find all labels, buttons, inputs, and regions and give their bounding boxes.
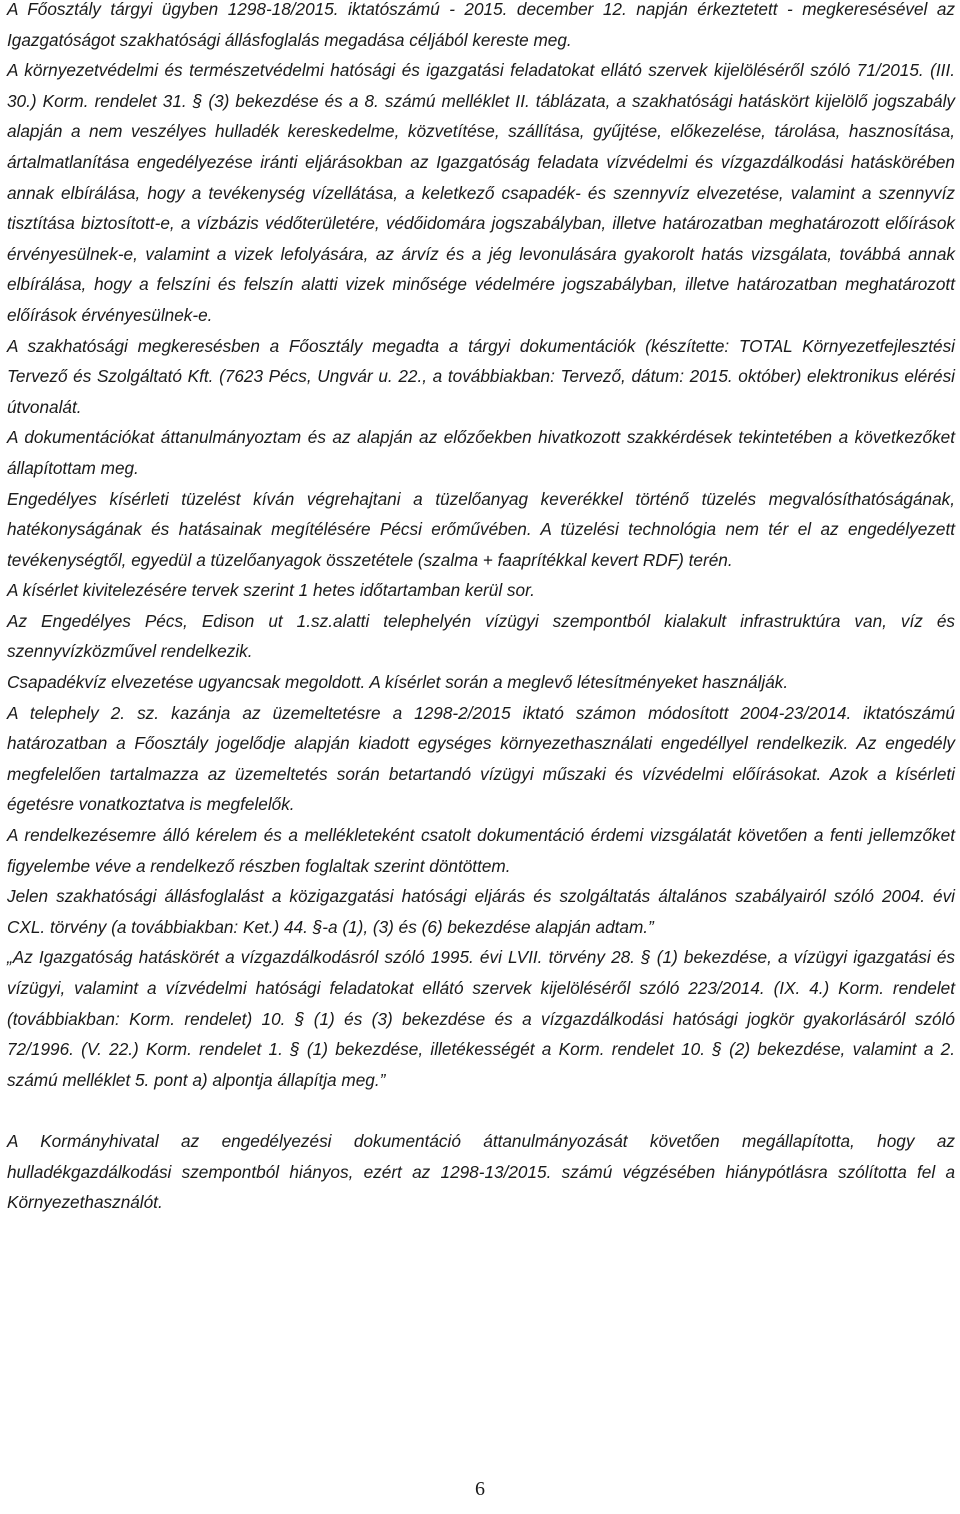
paragraph-findings-intro: A dokumentációkat áttanulmányoztam és az alapján az előzőekben hivatkozott szakkérdések tekintetében a következőket állapítottam meg. (7, 427, 955, 478)
paragraph-documentation: A szakhatósági megkeresésben a Főosztály megadta a tárgyi dokumentációk (készítette: TOTAL Környezetfejlesztési Tervező és Szolgáltató Kft. (7623 Pécs, Ungvár u. 22., a továbbiakban: Tervező, dátum: 2015. október) elektronikus elérési útvonalát. (7, 335, 955, 417)
paragraph-competence: „Az Igazgatóság hatáskörét a vízgazdálkodásról szóló 1995. évi LVII. törvény 28. § (1) bekezdése, a vízügyi igazgatási és vízügyi, valamint a vízvédelmi hatósági feladatokat ellátó szervek kijelöléséről szóló 223/2014. (IX. 4.) Korm. rendelet (továbbiakban: Korm. rendelet) 10. § (1) és (3) bekezdése és a vízgazdálkodási hatósági jogkör gyakorlásáról szóló 72/1996. (V. 22.) Korm. rendelet 1. § (1) bekezdése, illetékességét a Korm. rendelet 10. § (2) bekezdése, valamint a 2. számú melléklet 5. pont a) alpontja állapítja meg.” (7, 947, 955, 1090)
paragraph-duration: A kísérlet kivitelezésére tervek szerint 1 hetes időtartamban kerül sor. (7, 580, 535, 601)
paragraph-site-infrastructure: Az Engedélyes Pécs, Edison ut 1.sz.alatti telephelyén vízügyi szempontból kialakult infrastruktúra van, víz és szennyvízközművel rendelkezik. (7, 610, 955, 662)
paragraph-ket-basis: Jelen szakhatósági állásfoglalást a közigazgatási hatósági eljárás és szolgáltatás általános szabályairól szóló 2004. évi CXL. törvény (a továbbiakban: Ket.) 44. §-a (1), (3) és (6) bekezdése alapján adtam.” (7, 886, 955, 937)
document-page (7, 0, 955, 1514)
paragraph-permit: A telephely 2. sz. kazánja az üzemeltetésre a 1298-2/2015 iktató számon módosított 2004-23/2014. iktatószámú határozatban a Főosztály jogelődje alapján kiadott egységes környezethasználati engedéllyel rendelkezik. Az engedély megfelelően tartalmazza az üzemeltetés során betartandó vízügyi műszaki és vízvédelmi előírásokat. Azok a kísérleti égetésre vonatkoztatva is megfelelők. (7, 702, 955, 815)
paragraph-stormwater: Csapadékvíz elvezetése ugyancsak megoldott. A kísérlet során a meglevő létesítményeket használják. (7, 672, 789, 693)
paragraph-decision: A rendelkezésemre álló kérelem és a mellékleteként csatolt dokumentáció érdemi vizsgálatát követően a fenti jellemzőket figyelembe véve a rendelkező részben foglaltak szerint döntöttem. (7, 825, 955, 876)
paragraph-deficiency: A Kormányhivatal az engedélyezési dokumentáció áttanulmányozását követően megállapította, hogy az hulladékgazdálkodási szempontból hiányos, ezért az 1298-13/2015. számú végzésében hiánypótlásra szólította fel a Környezethasználót. (7, 1130, 955, 1213)
paragraph-trial-firing: Engedélyes kísérleti tüzelést kíván végrehajtani a tüzelőanyag keverékkel történő tüzelés megvalósíthatóságának, hatékonyságának és hatásainak megítélésére Pécsi erőművében. A tüzelési technológia nem tér el az engedélyezett tevékenységtől, egyedül a tüzelőanyagok összetétele (szalma + faaprítékkal kevert RDF) terén. (7, 488, 955, 570)
paragraph-legal-basis: A környezetvédelmi és természetvédelmi hatósági és igazgatási feladatokat ellátó szervek kijelöléséről szóló 71/2015. (III. 30.) Korm. rendelet 31. § (3) bekezdése és a 8. számú melléklet II. táblázata, a szakhatósági hatáskört kijelölő jogszabály alapján a nem veszélyes hulladék kereskedelme, közvetítése, szállítása, gyűjtése, előkezelése, tárolása, hasznosítása, ártalmatlanítása engedélyezése iránti eljárásokban az Igazgatóság feladata vízvédelmi és vízgazdálkodási hatáskörében annak elbírálása, hogy a tevékenység vízellátása, a keletkező csapadék- és szennyvíz elvezetése, valamint a szennyvíz tisztítása biztosított-e, a vízbázis védőterületére, védőidomára jogszabályban, illetve határozatban meghatározott előírások érvényesülnek-e, valamint a vizek lefolyására, az árvíz és a jég levonulására gyakorolt hatás vizsgálata, továbbá annak elbírálása, hogy a felszíni és felszín alatti vizek minősége védelmére jogszabályban, illetve határozatban meghatározott előírások érvényesülnek-e. (7, 60, 955, 325)
page-number: 6 (475, 1478, 485, 1500)
paragraph-request: A Főosztály tárgyi ügyben 1298-18/2015. iktatószámú - 2015. december 12. napján érkeztetett - megkeresésével az Igazgatóságot szakhatósági állásfoglalás megadása céljából kereste meg. (7, 0, 955, 50)
